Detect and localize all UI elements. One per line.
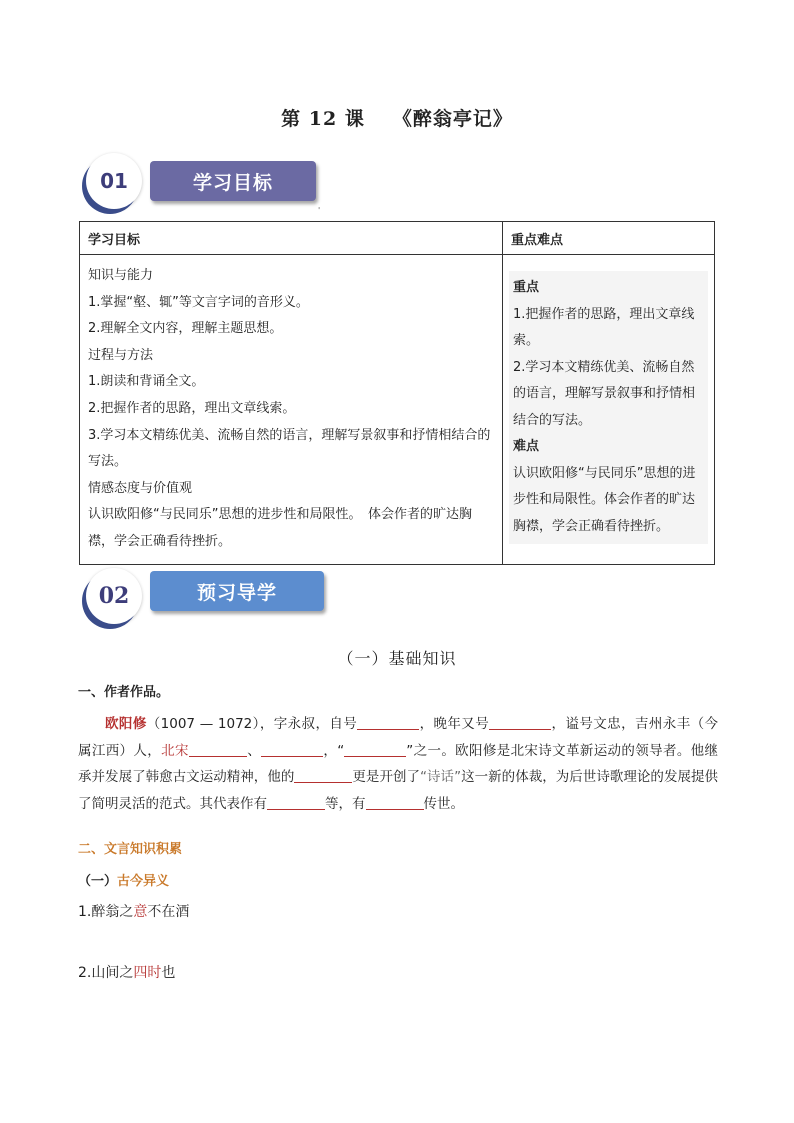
section-tab-preview: 预习导学 (150, 571, 324, 611)
goals-line: 3.学习本文精练优美、流畅自然的语言，理解写景叙事和抒情相结合的写法。 (88, 427, 491, 470)
text: ，“ (323, 742, 345, 759)
goals-line: 认识欧阳修“与民同乐”思想的进步性和局限性。 体会作者的旷达胸襟，学会正确看待挫折。 (88, 507, 472, 549)
section-badge-02 (78, 568, 144, 624)
lesson-name: 《醉翁亭记》 (392, 108, 513, 130)
stray-mark: ' (318, 206, 321, 215)
goals-line: 1.掌握“壑、辄”等文言字词的音形义。 (88, 294, 309, 310)
page-title (0, 104, 794, 131)
text: 2.山间之 (78, 965, 134, 981)
fill-blank[interactable] (189, 742, 247, 757)
fill-blank[interactable] (261, 742, 323, 757)
text: ，晚年又号 (419, 716, 490, 732)
fill-blank[interactable] (366, 795, 424, 810)
list-item (78, 962, 175, 982)
goals-line: 1.朗读和背诵全文。 (88, 374, 205, 390)
key-line: 1.把握作者的思路，理出文章线索。 (513, 306, 695, 348)
header-goals: 学习目标 (80, 222, 503, 255)
fill-blank[interactable] (489, 715, 551, 730)
bei-song: 北宋 (161, 742, 189, 759)
difficulty-text: 认识欧阳修“与民同乐”思想的进步性和局限性。体会作者的旷达胸襟，学会正确看待挫折。 (513, 465, 696, 534)
text: 不在酒 (147, 904, 190, 920)
goals-cell (80, 255, 503, 565)
section-number-02: 02 (86, 568, 142, 624)
key-points-box (509, 271, 708, 544)
subheading-basics: （一）基础知识 (337, 649, 457, 668)
author-paragraph (78, 711, 718, 817)
key-title: 重点 (513, 280, 540, 295)
text: 1.醉翁之 (78, 904, 134, 920)
goals-line: 过程与方法 (88, 347, 154, 363)
key-points-cell (503, 255, 715, 565)
text: （一） (78, 874, 118, 889)
author-name: 欧阳修 (105, 716, 147, 732)
author-heading: 一、作者作品。 (78, 685, 170, 700)
goals-table (79, 221, 715, 565)
highlight-word: 四时 (133, 965, 162, 981)
text: ”之一。欧阳修是北宋诗文革新运动的领导者。他继承并发展了韩愈古文运动精神，他的 (78, 742, 719, 785)
ancient-modern-heading (78, 870, 169, 889)
section-tab-learning-goals: 学习目标 (150, 161, 316, 201)
header-key-points: 重点难点 (503, 222, 715, 255)
difficulty-title: 难点 (513, 439, 540, 454)
classical-heading: 二、文言知识积累 (78, 842, 183, 857)
text: 等，有 (325, 795, 366, 812)
goals-line: 2.理解全文内容，理解主题思想。 (88, 321, 283, 337)
text: 传世。 (423, 795, 464, 812)
fill-blank[interactable] (267, 795, 325, 810)
text: 古今异义 (117, 874, 170, 889)
text: 更是开创了 (352, 769, 421, 785)
text: 这一新的体裁，为后世诗歌理论的发展提供了简明灵活的范式。其代表作有 (78, 769, 719, 812)
section-number-01: 01 (86, 153, 142, 209)
text: 、 (246, 742, 262, 759)
highlight-word: 意 (133, 904, 148, 920)
section-badge-01 (78, 153, 144, 209)
goals-line: 2.把握作者的思路，理出文章线索。 (88, 400, 296, 416)
fill-blank[interactable] (357, 715, 419, 730)
fill-blank[interactable] (294, 768, 352, 783)
shihua-term: “诗话” (420, 769, 462, 785)
table-header-row (80, 222, 715, 255)
fill-blank[interactable] (344, 742, 406, 757)
key-line: 2.学习本文精练优美、流畅自然的语言，理解写景叙事和抒情相结合的写法。 (513, 359, 696, 428)
text: 也 (161, 965, 176, 981)
text: （1007 — 1072），字永叔，自号 (146, 716, 358, 732)
text: ，谥号文忠，吉州永丰（今属江西）人， (78, 716, 719, 759)
table-body-row (80, 255, 715, 565)
goals-line: 知识与能力 (88, 268, 154, 283)
goals-line: 情感态度与价值观 (88, 480, 193, 496)
list-item (78, 901, 189, 921)
lesson-number: 第 12 课 (281, 108, 365, 130)
